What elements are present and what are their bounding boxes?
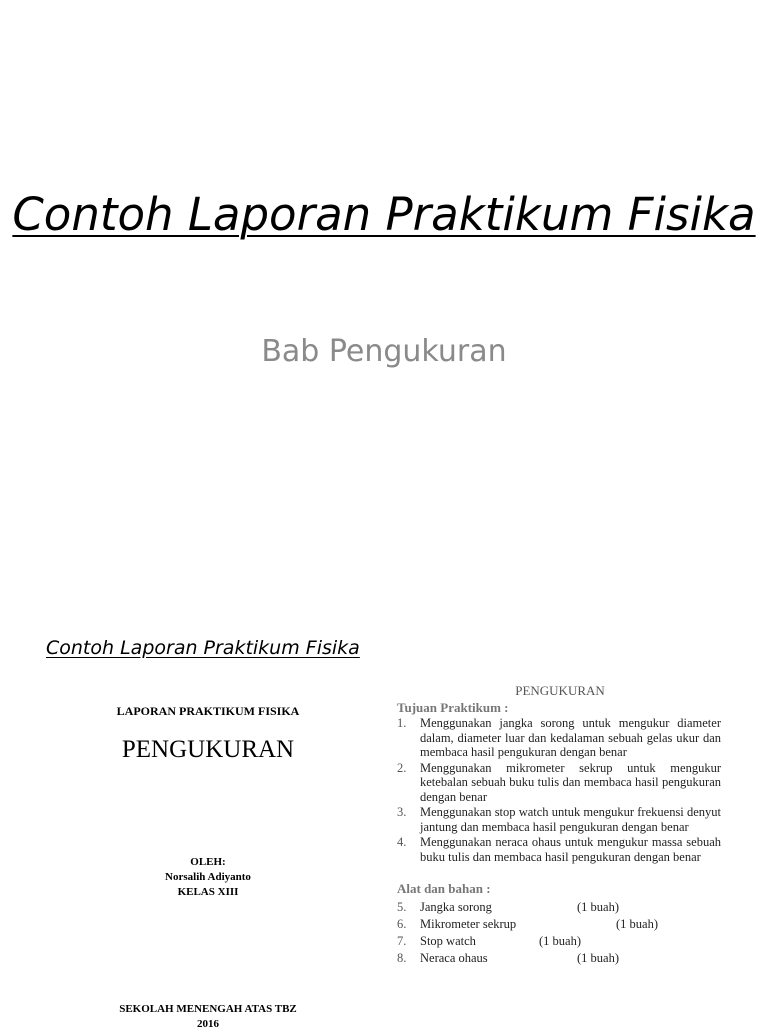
content-heading: PENGUKURAN bbox=[515, 683, 605, 698]
material-qty: (1 buah) bbox=[539, 933, 581, 948]
material-name: Mikrometer sekrup bbox=[420, 916, 517, 931]
list-text: Menggunakan jangka sorong untuk mengukur diameter dalam, diameter luar dan kedalaman sebuah gelas ukur dan membaca hasil pengukuran dengan benar bbox=[420, 716, 721, 759]
by-label: OLEH: bbox=[190, 856, 226, 868]
objectives-label: Tujuan Praktikum : bbox=[397, 699, 509, 715]
list-number: 2. bbox=[397, 760, 407, 775]
section-heading: Contoh Laporan Praktikum Fisika bbox=[46, 637, 360, 659]
year: 2016 bbox=[197, 1018, 219, 1030]
list-number: 6. bbox=[397, 916, 407, 931]
list-number: 1. bbox=[397, 716, 407, 730]
cover-report-label: LAPORAN PRAKTIKUM FISIKA bbox=[116, 704, 300, 718]
material-name: Jangka sorong bbox=[420, 899, 492, 914]
list-item bbox=[397, 805, 721, 834]
cover-author-block bbox=[0, 855, 416, 900]
list-item bbox=[397, 933, 721, 950]
list-number: 4. bbox=[397, 835, 407, 849]
list-item bbox=[397, 835, 721, 864]
list-text: Menggunakan mikrometer sekrup untuk mengukur ketebalan sebuah buku tulis dan membaca hasil pengukuran dengan benar bbox=[420, 760, 721, 804]
cover-school-block bbox=[0, 1002, 416, 1032]
author-name: Norsalih Adiyanto bbox=[165, 871, 251, 883]
materials-label: Alat dan bahan : bbox=[397, 881, 491, 896]
objectives-list bbox=[397, 716, 721, 864]
material-qty: (1 buah) bbox=[616, 916, 658, 931]
material-name: Neraca ohaus bbox=[420, 950, 488, 965]
school-name: SEKOLAH MENENGAH ATAS TBZ bbox=[119, 1003, 297, 1015]
list-item bbox=[397, 716, 721, 760]
material-name: Stop watch bbox=[420, 933, 476, 948]
list-number: 5. bbox=[397, 899, 407, 914]
list-item bbox=[397, 899, 721, 916]
list-number: 3. bbox=[397, 805, 407, 819]
list-item bbox=[397, 950, 721, 967]
slide-title: Contoh Laporan Praktikum Fisika bbox=[12, 188, 756, 241]
list-number: 7. bbox=[397, 933, 407, 948]
cover-title: PENGUKURAN bbox=[121, 736, 295, 763]
list-number: 8. bbox=[397, 950, 407, 965]
list-item bbox=[397, 916, 721, 933]
list-text: Menggunakan neraca ohaus untuk mengukur massa sebuah buku tulis dan membaca hasil pengukuran dengan benar bbox=[420, 835, 721, 864]
content-page bbox=[397, 684, 721, 967]
list-item bbox=[397, 761, 721, 805]
material-qty: (1 buah) bbox=[577, 899, 619, 914]
slide-subtitle: Bab Pengukuran bbox=[261, 334, 507, 369]
class-label: KELAS XIII bbox=[177, 886, 239, 898]
material-qty: (1 buah) bbox=[577, 950, 619, 965]
list-text: Menggunakan stop watch untuk mengukur frekuensi denyut jantung dan membaca hasil pengukuran dengan benar bbox=[420, 805, 721, 834]
